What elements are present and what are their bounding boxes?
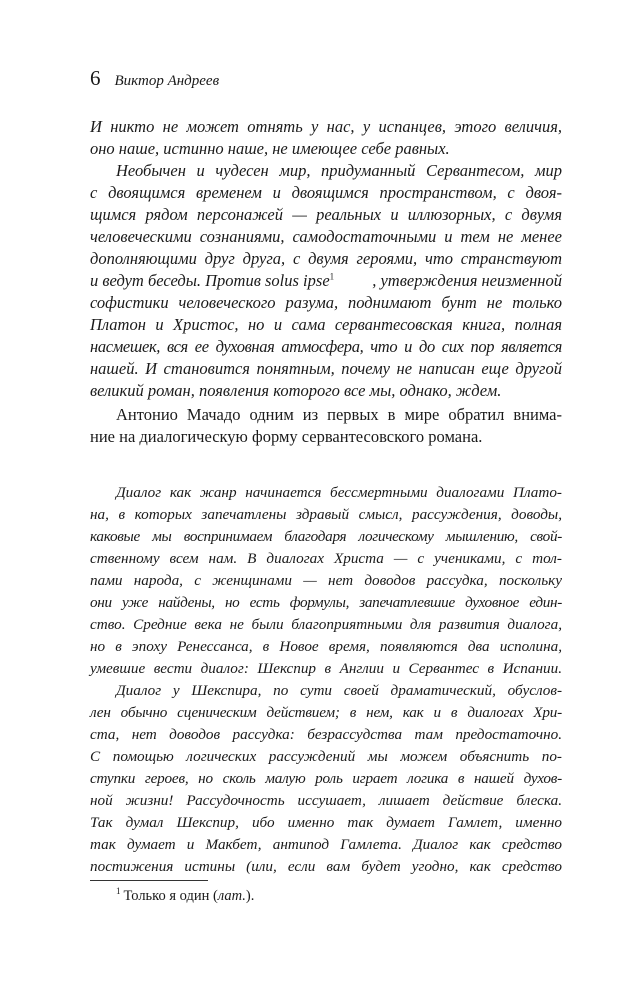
quote-line: ство. Средние века не были благоприятными для развития диалога,: [90, 616, 562, 633]
quote-line: но в эпоху Ренессанса, в Новое время, появляются два исполина,: [90, 638, 562, 655]
page-header: [90, 66, 219, 94]
quote-line: Так думал Шекспир, ибо именно так думает Гамлет, именно: [90, 814, 562, 831]
quote-line: Диалог у Шекспира, по сути своей драматический, обуслов-: [116, 682, 562, 699]
footnote-text: Только я один (: [123, 887, 218, 904]
quote-line: пами народа, с женщинами — нет доводов рассудка, поскольку: [90, 572, 562, 589]
footnote: [116, 886, 254, 905]
quote-line: так думает и Макбет, антипод Гамлета. Диалог как средство: [90, 836, 562, 853]
quote-line: Диалог как жанр начинается бессмертными диалогами Плато-: [116, 484, 562, 501]
quote-line: постижения истины (или, если вам будет угодно, как средство: [90, 858, 562, 875]
footnote-end: ).: [245, 887, 255, 904]
quote-line: они уже найдены, но есть формулы, запечатлевшие духовное един-: [90, 594, 562, 611]
quote-line: ступки героев, но сколь малую роль играет логика в нашей духов-: [90, 770, 562, 787]
text-line: щимся рядом персонажей — реальных и иллюзорных, с двумя: [90, 205, 562, 224]
footnote-number: 1: [116, 886, 121, 896]
text-line: великий роман, появления которого все мы, однако, ждем.: [90, 381, 502, 400]
text-line: Платон и Христос, но и сама сервантесовская книга, полная: [90, 315, 562, 334]
quote-line: ной жизни! Рассудочность иссушает, лишает действие блеска.: [90, 792, 562, 809]
text-line: нашей. И становится понятным, почему не написан еще другой: [90, 359, 562, 378]
text-line: Антонио Мачадо одним из первых в мире обратил внима-: [116, 405, 562, 424]
text-line: с двоящимся временем и двоящимся пространством, с двоя-: [90, 183, 562, 202]
footnote-abbr: лат.: [217, 887, 246, 904]
text-segment: , утверждения неизменной: [372, 271, 562, 290]
footnote-ref[interactable]: 1: [329, 271, 335, 282]
page-number: 6: [90, 66, 101, 90]
text-line: И никто не может отнять у нас, у испанцев, этого величия,: [90, 117, 562, 136]
quote-line: ста, нет доводов рассудка: безрассудства там предостаточно.: [90, 726, 562, 743]
quote-line: лен обычно сценическим действием; в нем, как и в диалогах Хри-: [90, 704, 562, 721]
text-segment: и ведут беседы. Против solus ipse: [90, 271, 330, 290]
text-line: насмешек, вся ее духовная атмосфера, что и до сих пор является: [90, 337, 562, 356]
quote-line: на, в которых запечатлены здравый смысл, рассуждения, доводы,: [90, 506, 562, 523]
text-line: человеческими сознаниями, самодостаточными и тем не менее: [90, 227, 562, 246]
text-line: Необычен и чудесен мир, придуманный Сервантесом, мир: [116, 161, 562, 180]
text-line: ние на диалогическую форму сервантесовского романа.: [90, 427, 483, 446]
footnote-separator: [90, 880, 208, 881]
quote-line: умевшие вести диалог: Шекспир в Англии и Сервантес в Испании.: [90, 660, 562, 677]
text-line-with-footnote: [90, 270, 562, 292]
running-head-author: Виктор Андреев: [114, 73, 220, 89]
text-line: софистики человеческого разума, поднимают бунт не только: [90, 293, 562, 312]
text-line: дополняющими друг друга, с двумя героями, что странствуют: [90, 249, 562, 268]
text-line: оно наше, истинно наше, не имеющее себе равных.: [90, 139, 450, 158]
quote-line: С помощью логических рассуждений мы можем объяснить по-: [90, 748, 562, 765]
quote-line: каковые мы воспринимаем благодаря логическому мышлению, свой-: [90, 528, 562, 545]
quote-line: ственному всем нам. В диалогах Христа — с учениками, с тол-: [90, 550, 562, 567]
